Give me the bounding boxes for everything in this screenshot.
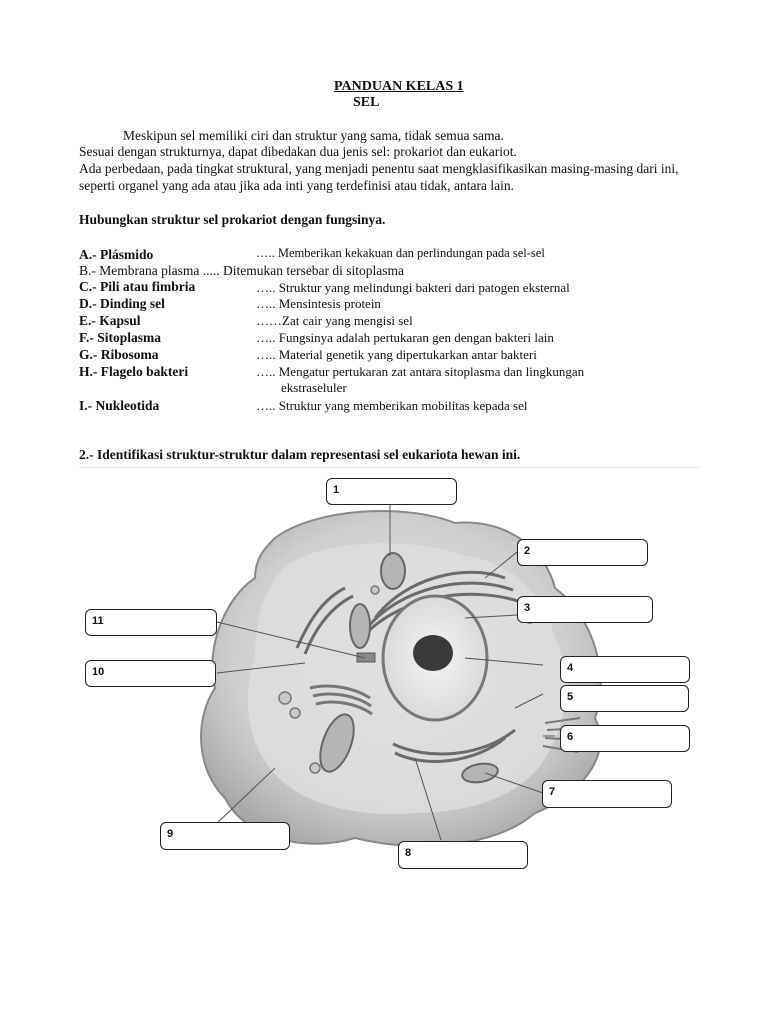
match-item-d-desc: ….. Mensintesis protein	[256, 296, 381, 311]
match-item-f-label: F.- Sitoplasma	[79, 330, 162, 345]
match-item-g-label: G.- Ribosoma	[79, 347, 159, 362]
nucleolus	[413, 635, 453, 671]
match-item-g-desc: ….. Material genetik yang dipertukarkan antar bakteri	[256, 347, 537, 362]
match-item-c-label: C.- Pili atau fimbria	[79, 279, 196, 294]
page-subtitle: SEL	[353, 95, 380, 110]
match-item-h-label: H.- Flagelo bakteri	[79, 364, 189, 379]
diagram-label-5[interactable]: 5	[560, 685, 689, 712]
intro-line-2: Sesuai dengan strukturnya, dapat dibedakan dua jenis sel: prokariot dan eukariot.	[79, 144, 517, 159]
diagram-label-6[interactable]: 6	[560, 725, 690, 752]
match-item-c-desc: ….. Struktur yang melindungi bakteri dari patogen eksternal	[256, 280, 570, 295]
diagram-label-4[interactable]: 4	[560, 656, 690, 683]
diagram-label-8[interactable]: 8	[398, 841, 528, 869]
diagram-label-3[interactable]: 3	[517, 596, 653, 623]
match-item-h-desc: ….. Mengatur pertukaran zat antara sitoplasma dan lingkungan	[256, 364, 585, 379]
match-item-a-label: A.- Plásmido	[79, 247, 154, 262]
match-item-f-desc: ….. Fungsinya adalah pertukaran gen dengan bakteri lain	[256, 330, 554, 345]
section-2-heading: 2.- Identifikasi struktur-struktur dalam representasi sel eukariota hewan ini.	[79, 447, 521, 462]
centriole	[357, 653, 375, 662]
section-1-heading: Hubungkan struktur sel prokariot dengan fungsinya.	[79, 212, 386, 227]
page-title: PANDUAN KELAS 1	[334, 79, 464, 94]
match-item-e-desc: ……Zat cair yang mengisi sel	[256, 313, 413, 328]
match-item-d-label: D.- Dinding sel	[79, 296, 165, 311]
diagram-label-9[interactable]: 9	[160, 822, 290, 850]
diagram-label-1[interactable]: 1	[326, 478, 457, 505]
diagram-label-7[interactable]: 7	[542, 780, 672, 808]
diagram-label-10[interactable]: 10	[85, 660, 216, 687]
animal-cell-diagram	[75, 468, 705, 888]
match-item-i-desc: ….. Struktur yang memberikan mobilitas kepada sel	[256, 398, 528, 413]
intro-line-1: Meskipun sel memiliki ciri dan struktur yang sama, tidak semua sama.	[123, 128, 504, 143]
match-item-b-label: B.- Membrana plasma ..... Ditemukan tersebar di sitoplasma	[79, 263, 405, 278]
intro-line-4: seperti organel yang ada atau jika ada inti yang terdefinisi atau tidak, antara lain.	[79, 178, 514, 193]
match-item-h-desc-cont: ekstraseluler	[281, 380, 347, 395]
diagram-label-11[interactable]: 11	[85, 609, 217, 636]
diagram-label-2[interactable]: 2	[517, 539, 648, 566]
match-item-e-label: E.- Kapsul	[79, 313, 141, 328]
match-item-a-desc: ….. Memberikan kekakuan dan perlindungan pada sel-sel	[256, 246, 545, 260]
match-item-i-label: I.- Nukleotida	[79, 398, 160, 413]
intro-line-3: Ada perbedaan, pada tingkat struktural, yang menjadi penentu saat mengklasifikasikan masing-masing dari ini,	[79, 161, 679, 176]
